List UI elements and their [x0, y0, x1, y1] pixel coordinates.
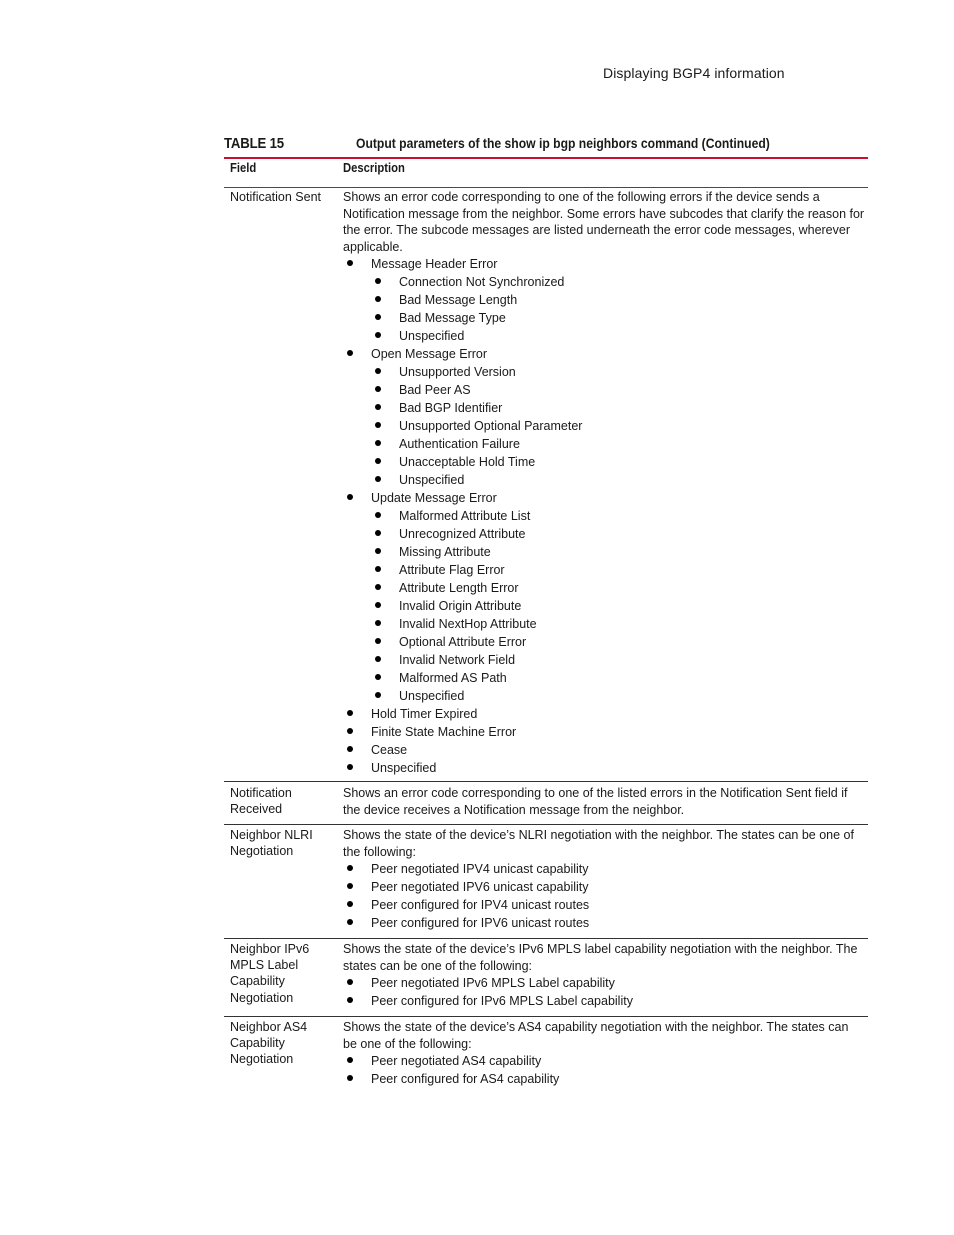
sub-list-item-label: Unspecified [399, 473, 465, 488]
table-caption [224, 135, 868, 157]
sub-list-item-label: Bad Peer AS [399, 383, 471, 398]
field-cell: Neighbor NLRI Negotiation [230, 828, 313, 859]
bullet-icon [347, 260, 353, 266]
bullet-icon [375, 548, 381, 554]
sub-list-item [371, 651, 865, 669]
sub-list-item-label: Unsupported Version [399, 365, 516, 380]
bullet-icon [347, 746, 353, 752]
list-item-label: Update Message Error [371, 491, 497, 506]
sub-list-item [371, 273, 865, 291]
bullet-icon [375, 314, 381, 320]
sub-list-item [371, 417, 865, 435]
row-divider [224, 1016, 868, 1017]
sub-list-item [371, 669, 865, 687]
bullet-icon [347, 764, 353, 770]
bullet-list [343, 1052, 865, 1088]
list-item-label: Peer configured for AS4 capability [371, 1072, 560, 1087]
sub-list-item-label: Malformed AS Path [399, 671, 507, 686]
list-item [343, 896, 865, 914]
description-text: Shows the state of the device’s NLRI negotiation with the neighbor. The states can be one of the following: [343, 828, 854, 859]
list-item [343, 860, 865, 878]
description-text: Shows the state of the device’s AS4 capability negotiation with the neighbor. The states can be one of the following: [343, 1020, 849, 1051]
sub-list-item-label: Bad Message Type [399, 311, 506, 326]
sub-list-item-label: Unspecified [399, 689, 465, 704]
bullet-icon [375, 368, 381, 374]
column-header-description: Description [343, 161, 405, 175]
bullet-icon [375, 440, 381, 446]
bullet-icon [347, 979, 353, 985]
list-item [343, 1052, 865, 1070]
bullet-icon [375, 530, 381, 536]
list-item [343, 741, 865, 759]
bullet-icon [375, 656, 381, 662]
list-item-label: Peer configured for IPV4 unicast routes [371, 898, 590, 913]
bullet-icon [375, 278, 381, 284]
field-cell: Notification Received [230, 786, 292, 817]
sub-list-item-label: Invalid Network Field [399, 653, 516, 668]
table-number: TABLE 15 [224, 135, 284, 152]
bullet-icon [347, 919, 353, 925]
table-title [356, 136, 770, 151]
sub-list-item [371, 687, 865, 705]
list-item-label: Peer configured for IPv6 MPLS Label capability [371, 994, 633, 1009]
description-text: Shows an error code corresponding to one of the following errors if the device sends a Notification message from the neighbor. Some errors have subcodes that clarify the reason for the error. The subcode messages are listed underneath the error code messages, wherever applicable. [343, 190, 865, 254]
header-rule [224, 187, 868, 188]
description-cell [343, 189, 865, 777]
caption-rule [224, 157, 868, 159]
sub-list-item-label: Bad BGP Identifier [399, 401, 503, 416]
sub-list-item [371, 327, 865, 345]
sub-list-item [371, 471, 865, 489]
sub-list-item [371, 453, 865, 471]
sub-list-item-label: Invalid Origin Attribute [399, 599, 522, 614]
bullet-icon [347, 728, 353, 734]
sub-list-item [371, 309, 865, 327]
bullet-icon [347, 1075, 353, 1081]
sub-list-item [371, 435, 865, 453]
bullet-list [343, 860, 865, 932]
sub-list-item [371, 399, 865, 417]
sub-list-item [371, 291, 865, 309]
bullet-icon [347, 901, 353, 907]
sub-list-item-label: Unrecognized Attribute [399, 527, 526, 542]
sub-list-item [371, 561, 865, 579]
row-divider [224, 938, 868, 939]
bullet-icon [347, 494, 353, 500]
sub-list-item [371, 579, 865, 597]
description-cell [343, 827, 865, 932]
field-cell: Notification Sent [230, 190, 322, 204]
sub-list-item [371, 381, 865, 399]
list-item [343, 705, 865, 723]
column-header-field: Field [230, 161, 257, 175]
list-item [343, 1070, 865, 1088]
sub-list-item [371, 615, 865, 633]
sub-list-item-label: Bad Message Length [399, 293, 518, 308]
field-cell: Neighbor AS4 Capability Negotiation [230, 1020, 308, 1067]
bullet-list [343, 974, 865, 1010]
list-item-label: Open Message Error [371, 347, 488, 362]
description-text: Shows the state of the device’s IPv6 MPLS label capability negotiation with the neighbor. The states can be one of the following: [343, 942, 858, 973]
sub-list-item-label: Connection Not Synchronized [399, 275, 565, 290]
bullet-icon [347, 350, 353, 356]
bullet-icon [375, 674, 381, 680]
bullet-icon [375, 602, 381, 608]
bullet-icon [375, 512, 381, 518]
list-item-label: Peer negotiated IPv6 MPLS Label capability [371, 976, 615, 991]
sub-list-item-label: Invalid NextHop Attribute [399, 617, 537, 632]
sub-list-item [371, 543, 865, 561]
sub-list-item [371, 597, 865, 615]
bullet-icon [375, 422, 381, 428]
running-header: Displaying BGP4 information [603, 65, 785, 81]
list-item [343, 345, 865, 489]
list-item-label: Cease [371, 743, 408, 758]
sub-list-item [371, 633, 865, 651]
bullet-icon [375, 458, 381, 464]
sub-bullet-list [371, 507, 865, 705]
bullet-icon [347, 997, 353, 1003]
list-item-label: Unspecified [371, 761, 437, 776]
description-cell [343, 785, 865, 818]
list-item [343, 759, 865, 777]
bullet-icon [347, 1057, 353, 1063]
sub-bullet-list [371, 273, 865, 345]
description-cell [343, 1019, 865, 1088]
bullet-icon [347, 883, 353, 889]
sub-list-item-label: Unsupported Optional Parameter [399, 419, 583, 434]
description-cell [343, 941, 865, 1010]
list-item-label: Hold Timer Expired [371, 707, 478, 722]
sub-list-item [371, 363, 865, 381]
bullet-icon [375, 620, 381, 626]
row-divider [224, 781, 868, 782]
sub-list-item-label: Missing Attribute [399, 545, 491, 560]
sub-list-item-label: Malformed Attribute List [399, 509, 531, 524]
list-item [343, 723, 865, 741]
bullet-icon [375, 476, 381, 482]
bullet-icon [375, 332, 381, 338]
bullet-icon [347, 865, 353, 871]
field-cell: Neighbor IPv6 MPLS Label Capability Negotiation [230, 942, 310, 1005]
list-item-label: Peer negotiated IPV4 unicast capability [371, 862, 589, 877]
list-item-label: Peer negotiated IPV6 unicast capability [371, 880, 589, 895]
list-item-label: Message Header Error [371, 257, 498, 272]
list-item-label: Finite State Machine Error [371, 725, 517, 740]
caption-command: show ip bgp neighbors [504, 136, 638, 151]
list-item [343, 992, 865, 1010]
sub-list-item-label: Attribute Flag Error [399, 563, 505, 578]
bullet-list [343, 255, 865, 777]
list-item-label: Peer configured for IPV6 unicast routes [371, 916, 590, 931]
list-item [343, 914, 865, 932]
sub-list-item-label: Unacceptable Hold Time [399, 455, 536, 470]
bullet-icon [375, 566, 381, 572]
bullet-icon [375, 404, 381, 410]
list-item [343, 878, 865, 896]
sub-list-item [371, 525, 865, 543]
bullet-icon [375, 386, 381, 392]
sub-list-item-label: Unspecified [399, 329, 465, 344]
bullet-icon [375, 692, 381, 698]
bullet-icon [347, 710, 353, 716]
sub-list-item-label: Optional Attribute Error [399, 635, 527, 650]
caption-prefix: Output parameters of the [356, 136, 502, 151]
sub-bullet-list [371, 363, 865, 489]
sub-list-item [371, 507, 865, 525]
list-item [343, 974, 865, 992]
description-text: Shows an error code corresponding to one of the listed errors in the Notification Sent field if the device receives a Notification message from the neighbor. [343, 786, 848, 817]
sub-list-item-label: Authentication Failure [399, 437, 520, 452]
row-divider [224, 824, 868, 825]
list-item [343, 255, 865, 345]
sub-list-item-label: Attribute Length Error [399, 581, 519, 596]
caption-suffix: command (Continued) [640, 136, 770, 151]
bullet-icon [375, 638, 381, 644]
bullet-icon [375, 296, 381, 302]
bullet-icon [375, 584, 381, 590]
list-item-label: Peer negotiated AS4 capability [371, 1054, 542, 1069]
list-item [343, 489, 865, 705]
